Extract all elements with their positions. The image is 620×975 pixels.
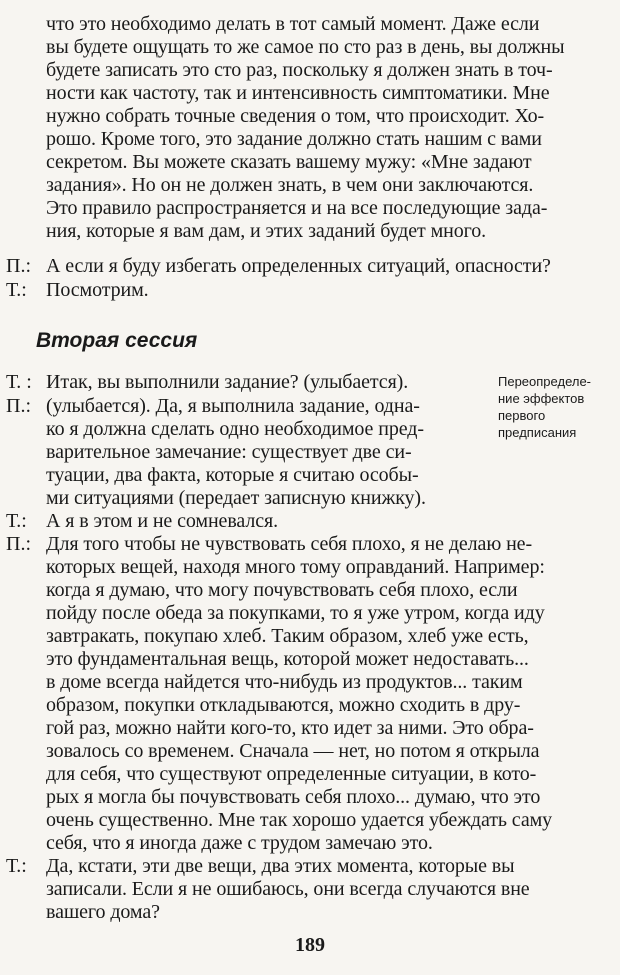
speaker-label-therapist: Т.: [6,855,27,877]
patient-line: пойду после обеда за покупками, то я уже утром, когда иду [46,602,545,624]
text-line: секретом. Вы можете сказать вашему мужу: «Мне задают [46,151,532,173]
text-line: будете записать это сто раз, поскольку я должен знать в точ- [46,59,553,81]
patient-line: когда я думаю, что могу почувствовать себя плохо, если [46,579,518,601]
patient-line: в доме всегда найдется что-нибудь из продуктов... таким [46,671,523,693]
patient-line: которых вещей, находя много тому оправданий. Например: [46,556,545,578]
patient-line: для себя, что существуют определенные ситуации, в кото- [46,763,537,785]
therapist-line: Итак, вы выполнили задание? (улыбается). [46,371,409,393]
speaker-label-therapist: Т. : [6,371,32,393]
patient-line: рых я могла бы почувствовать себя плохо... думаю, что это [46,786,541,808]
patient-line: себя, что я иногда даже с трудом замечаю это. [46,832,433,854]
text-line: ния, которые я вам дам, и этих заданий будет много. [46,220,487,242]
patient-line: Для того чтобы не чувствовать себя плохо, я не делаю не- [46,533,533,555]
therapist-line: вашего дома? [46,901,160,923]
text-line: задания». Но он не должен знать, в чем они заключаются. [46,174,534,196]
text-line: вы будете ощущать то же самое по сто раз в день, вы должны [46,36,565,58]
patient-line: ми ситуациями (передает записную книжку). [46,487,426,509]
patient-line: А если я буду избегать определенных ситуаций, опасности? [46,255,551,277]
patient-line: (улыбается). Да, я выполнила задание, одна- [46,395,420,417]
text-line: ности как частоту, так и интенсивность симптоматики. Мне [46,82,550,104]
speaker-label-patient: П.: [6,533,31,555]
patient-line: очень существенно. Мне так хорошо удается убеждать саму [46,809,553,831]
page-number: 189 [295,934,325,956]
speaker-label-therapist: Т.: [6,510,27,532]
section-heading: Вторая сессия [36,329,198,352]
margin-note [498,373,616,441]
therapist-line: записали. Если я не ошибаюсь, они всегда случаются вне [46,878,530,900]
text-line: рошо. Кроме того, это задание должно стать нашим с вами [46,128,542,150]
therapist-line: Да, кстати, эти две вещи, два этих момента, которые вы [46,855,515,877]
patient-line: ко я должна сделать одно необходимое пред- [46,418,424,440]
margin-note-line: предписания [498,425,577,440]
patient-line: это фундаментальная вещь, которой может недоставать... [46,648,529,670]
therapist-line: А я в этом и не сомневался. [46,510,279,532]
patient-line: туации, два факта, которые я считаю особы- [46,464,419,486]
speaker-label-patient: П.: [6,395,31,417]
text-line: что это необходимо делать в тот самый момент. Даже если [46,13,540,35]
patient-line: варительное замечание: существует две си- [46,441,412,463]
therapist-line: Посмотрим. [46,279,149,301]
text-line: нужно собрать точные сведения о том, что происходит. Хо- [46,105,545,127]
patient-line: гой раз, можно найти кого-то, кто идет за ними. Это обра- [46,717,534,739]
patient-line: завтракать, покупаю хлеб. Таким образом, хлеб уже есть, [46,625,529,647]
patient-line: образом, покупки откладываются, можно сходить в дру- [46,694,521,716]
margin-note-line: Переопределе- [498,374,592,389]
patient-line: зовалось со временем. Сначала — нет, но потом я открыла [46,740,540,762]
margin-note-line: первого [498,408,546,423]
text-line: Это правило распространяется и на все последующие зада- [46,197,548,219]
speaker-label-therapist: Т.: [6,279,27,301]
margin-note-line: ние эффектов [498,391,585,406]
speaker-label-patient: П.: [6,255,31,277]
